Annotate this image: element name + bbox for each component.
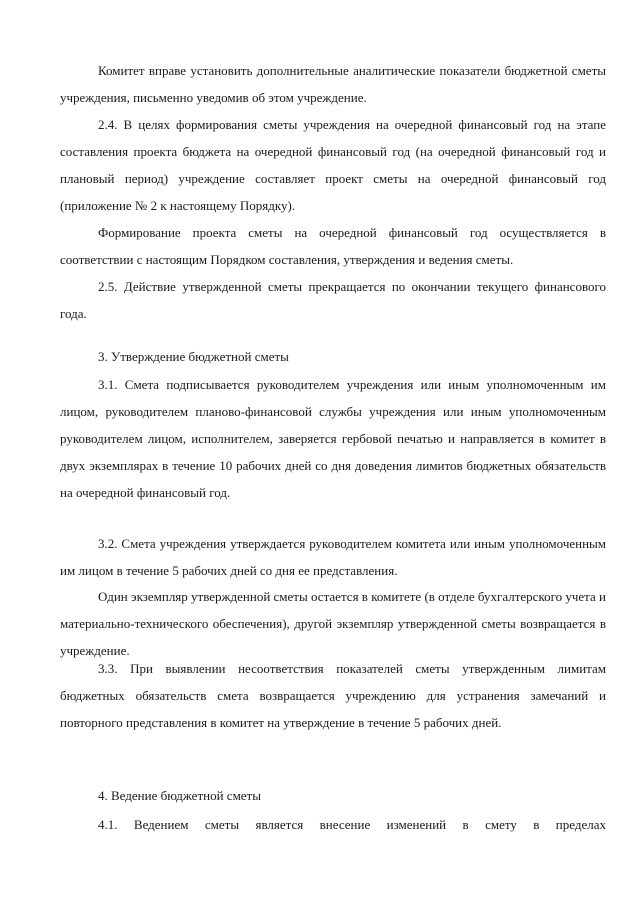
paragraph-committee-right: Комитет вправе установить дополнительные аналитические показатели бюджетной сметы учреждения, письменно уведомив об этом учреждение. (60, 63, 606, 105)
paragraph-3-1: 3.1. Смета подписывается руководителем учреждения или иным уполномоченным им лицом, руководителем планово-финансовой службы учреждения или иным уполномоченным руководителем лицом, исполнителем, заверяется гербовой печатью и направляется в комитет в двух экземплярах в течение 10 рабочих дней со дня доведения лимитов бюджетных обязательств на очередной финансовый год. (60, 377, 606, 500)
paragraph-2-4: 2.4. В целях формирования сметы учреждения на очередной финансовый год на этапе составления проекта бюджета на очередной финансовый год (на очередной финансовый год и плановый период) учреждение составляет проект сметы на очередной финансовый год (приложение № 2 к настоящему Порядку). (60, 117, 606, 213)
paragraph-3-3: 3.3. При выявлении несоответствия показателей сметы утвержденным лимитам бюджетных обязательств смета возвращается учреждению для устранения замечаний и повторного представления в комитет на утверждение в течение 5 рабочих дней. (60, 661, 606, 730)
section-heading-3: 3. Утверждение бюджетной сметы (98, 349, 289, 364)
paragraph-3-2: 3.2. Смета учреждения утверждается руководителем комитета или иным уполномоченным им лицом в течение 5 рабочих дней со дня ее представления. (60, 536, 606, 578)
paragraph-2-5: 2.5. Действие утвержденной сметы прекращается по окончании текущего финансового года. (60, 279, 606, 321)
paragraph-formation: Формирование проекта сметы на очередной финансовый год осуществляется в соответствии с настоящим Порядком составления, утверждения и ведения сметы. (60, 225, 606, 267)
paragraph-4-1: 4.1. Ведением сметы является внесение изменений в смету в пределах (98, 817, 606, 832)
section-heading-4: 4. Ведение бюджетной сметы (98, 788, 261, 803)
paragraph-one-copy: Один экземпляр утвержденной сметы остается в комитете (в отделе бухгалтерского учета и материально-технического обеспечения), другой экземпляр утвержденной сметы возвращается в учреждение. (60, 589, 606, 658)
